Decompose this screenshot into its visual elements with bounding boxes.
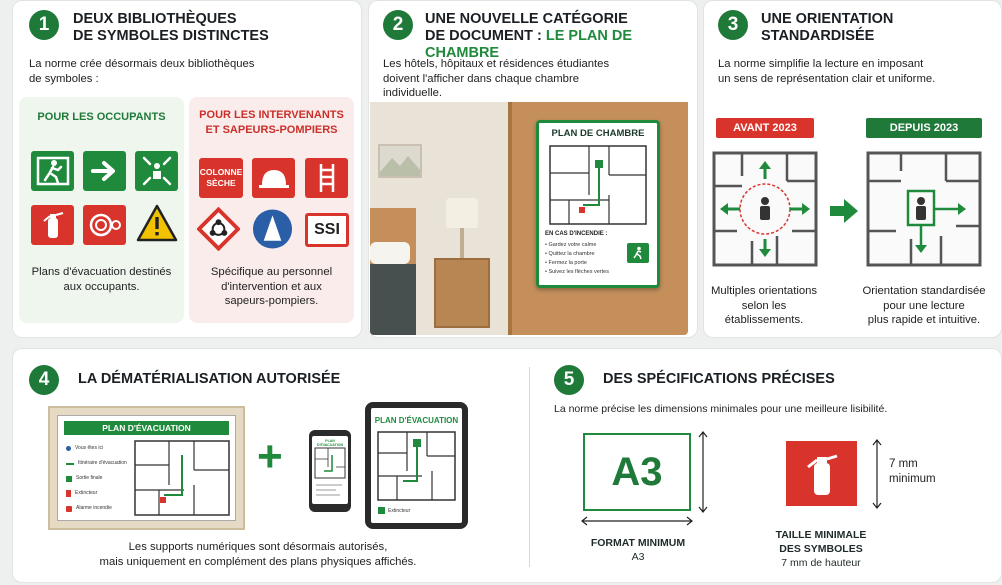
before-plan-diagram [712,151,818,267]
room-plan-exit-symbol [627,243,649,263]
bottom-card [12,348,1002,583]
legend-item: Sortie finale [66,471,127,486]
section-2-number: 2 [383,10,413,40]
room-floor-plan-icon [549,145,647,225]
section-4-number: 4 [29,365,59,395]
warning-triangle-icon [136,203,178,243]
evacuation-board-legend [66,441,127,516]
occupants-panel [19,97,184,323]
occupants-panel-description: Plans d'évacuation destinés aux occupants. [31,266,172,293]
symbol-size-label: 7 mm minimum [889,458,936,485]
section-1-number: 1 [29,10,59,40]
danger-warning-symbol [135,203,178,243]
intervenants-panel [189,97,354,323]
assembly-point-icon [141,155,173,187]
a3-height-arrow [697,431,709,513]
room-plan-instruction: • Fermez la porte [545,260,587,266]
transition-arrow-icon [828,197,860,225]
ladder-symbol [305,158,348,198]
tablet [365,402,468,529]
running-man-icon [631,246,645,260]
a3-width-arrow [581,515,693,527]
legend-item: Itinéraire d'évacuation [66,456,127,471]
before-description: Multiples orientations selon les établissements. [710,285,818,326]
arrow-right-icon [90,159,120,183]
hazmat-symbol [197,209,240,249]
section-3-number: 3 [718,10,748,40]
dry-riser-label-line2: SÈCHE [206,178,236,188]
occupants-panel-title: POUR LES OCCUPANTS [37,111,166,123]
tablet-exit-icon [378,507,385,514]
blue-cone-icon [251,207,294,251]
wall-picture [378,144,422,178]
firefighter-helmet-symbol [252,158,295,198]
room-plan-instruction: • Suivez les flèches vertes [545,269,609,275]
hazard-diamond-icon [197,207,240,251]
ssi-label: SSI [314,221,340,238]
evacuation-board-title: PLAN D'ÉVACUATION [64,421,229,435]
evacuation-board-floor-plan [134,440,230,516]
smartphone-title: PLAN D'ÉVACUATION [317,439,343,447]
you-are-here-icon [66,446,71,451]
section-1-intro: La norme crée désormais deux bibliothèques de symboles : [29,58,255,85]
extinguisher-symbol [31,205,74,245]
section-5-title: DES SPÉCIFICATIONS PRÉCISES [603,371,835,387]
section-3-card [703,0,1002,338]
symbol-size-caption: TAILLE MINIMALE DES SYMBOLES 7 mm de hauteur [775,529,867,569]
section-divider [529,367,530,567]
since-2023-badge: DEPUIS 2023 [866,118,982,138]
smartphone [309,430,351,512]
plus-sign: + [257,432,283,481]
dry-riser-label-line1: COLONNE [199,167,243,177]
section-4-title: LA DÉMATÉRIALISATION AUTORISÉE [78,371,341,387]
extinguisher-icon [66,490,71,497]
section-2-title: UNE NOUVELLE CATÉGORIE DE DOCUMENT : LE PLAN DE CHAMBRE [425,11,633,61]
smartphone-floor-plan [314,447,346,479]
legend-item: Alarme incendie [66,501,127,516]
a3-format-label: A3 [611,449,663,494]
lamp [446,198,478,228]
section-3-description: La norme simplifie la lecture en imposant un sens de représentation clair et uniforme. [718,58,936,85]
direction-arrow-symbol [83,151,126,191]
emergency-exit-symbol [31,151,74,191]
fire-hose-symbol [83,205,126,245]
fire-hose-reel-icon [88,210,122,240]
before-2023-badge: AVANT 2023 [716,118,814,138]
section-4-description: Les supports numériques sont désormais autorisés, mais uniquement en complément des plans physiques affichés. [99,541,417,568]
legend-item: Vous êtes ici [66,441,127,456]
section-5-description: La norme précise les dimensions minimales pour une meilleure lisibilité. [554,403,888,415]
section-1-title: DEUX BIBLIOTHÈQUES DE SYMBOLES DISTINCTES [73,11,269,44]
format-minimum-caption: FORMAT MINIMUM A3 [590,537,686,563]
running-man-door-icon [36,156,70,186]
a3-format-sheet [583,433,691,511]
route-arrow-icon [66,463,74,465]
alarm-icon [66,506,72,512]
room-plan-sign-title: PLAN DE CHAMBRE [551,128,645,139]
section-1-card [12,0,362,338]
intervenants-panel-title: POUR LES INTERVENANTS ET SAPEURS-POMPIERS [199,109,344,136]
legend-item: Extincteur [66,486,127,501]
ladder-icon [316,162,338,194]
helmet-icon [258,166,290,190]
dry-riser-symbol [199,158,243,198]
fire-extinguisher-icon [40,209,66,241]
ssi-symbol [305,213,349,247]
room-plan-instructions [545,241,609,277]
tablet-floor-plan [377,431,456,501]
room-plan-instruction: • Gardez votre calme [545,242,597,248]
fire-extinguisher-icon [802,449,842,499]
cone-symbol [251,209,294,249]
room-plan-sign [536,120,660,288]
after-plan-diagram [866,151,982,267]
intervenants-panel-description: Spécifique au personnel d'intervention et aux sapeurs-pompiers. [210,266,333,307]
room-plan-instruction: • Quittez la chambre [545,251,595,257]
bedside-table [434,258,490,328]
tablet-title: PLAN D'ÉVACUATION [374,416,459,425]
evacuation-board [48,406,245,530]
room-plan-fire-heading: EN CAS D'INCENDIE : [545,231,608,237]
section-3-title: UNE ORIENTATION STANDARDISÉE [761,11,894,44]
room-illustration [370,102,688,335]
section-2-card [368,0,698,338]
tablet-legend: Extincteur [378,507,410,514]
symbol-size-sample [786,441,857,506]
section-5-number: 5 [554,365,584,395]
symbol-height-arrow [871,439,883,509]
section-2-description: Les hôtels, hôpitaux et résidences étudiantes doivent l'afficher dans chaque chambre individuelle. [383,58,610,99]
assembly-point-symbol [135,151,178,191]
after-description: Orientation standardisée pour une lecture plus rapide et intuitive. [862,285,986,326]
exit-icon [66,476,72,482]
